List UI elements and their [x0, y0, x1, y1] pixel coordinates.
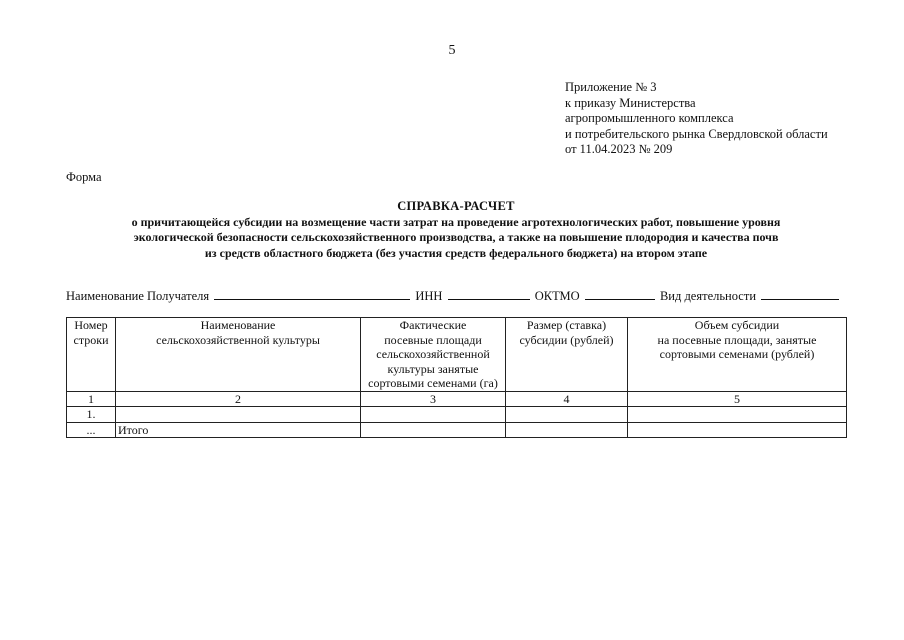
- recipient-name-label: Наименование Получателя: [66, 289, 210, 303]
- total-label: Итого: [116, 422, 361, 438]
- appendix-line: к приказу Министерства: [565, 95, 696, 110]
- header-text: сортовыми семенами (га): [368, 376, 498, 390]
- column-number: 1: [67, 391, 116, 407]
- activity-field[interactable]: [761, 288, 839, 300]
- header-crop-name: [116, 318, 361, 392]
- appendix-line: от 11.04.2023 № 209: [565, 142, 673, 156]
- appendix-line: и потребительского рынка Свердловской области: [565, 126, 828, 141]
- header-text: культуры занятые: [387, 361, 479, 376]
- title-line: экологической безопасности сельскохозяйственного производства, а также на повышение плодородия и качества почв: [133, 230, 779, 244]
- inn-field[interactable]: [448, 288, 530, 300]
- header-subsidy-amount: [628, 318, 847, 392]
- crop-name-cell[interactable]: [116, 407, 361, 423]
- column-number: 2: [116, 391, 361, 407]
- column-number: 5: [628, 391, 847, 407]
- header-text: посевные площади: [384, 332, 482, 347]
- inn-label: ИНН: [415, 289, 443, 303]
- page-number: 5: [448, 43, 456, 58]
- total-rate-cell[interactable]: [506, 422, 628, 438]
- title-line: о причитающейся субсидии на возмещение части затрат на проведение агротехнологических работ, повышение уровня: [131, 214, 781, 229]
- total-row: [67, 422, 847, 438]
- title-heading: СПРАВКА-РАСЧЕТ: [397, 199, 515, 213]
- total-amount-cell[interactable]: [628, 422, 847, 438]
- header-text: строки: [73, 332, 109, 347]
- column-number-row: [67, 391, 847, 407]
- title-line: из средств областного бюджета (без участия средств федерального бюджета) на втором этапе: [204, 245, 708, 260]
- column-number: 3: [361, 391, 506, 407]
- sown-area-cell[interactable]: [361, 407, 506, 423]
- header-sown-area: [361, 318, 506, 392]
- column-number: 4: [506, 391, 628, 407]
- header-text: субсидии (рублей): [519, 332, 614, 347]
- oktmo-field[interactable]: [585, 288, 655, 300]
- calculation-table: [66, 317, 847, 438]
- total-row-number: ...: [67, 422, 116, 438]
- form-label: Форма: [66, 170, 102, 184]
- header-subsidy-rate: [506, 318, 628, 392]
- header-text: сортовыми семенами (рублей): [659, 347, 815, 361]
- header-text: Объем субсидии: [694, 318, 780, 332]
- appendix-line: Приложение № 3: [565, 80, 657, 94]
- total-sown-area-cell[interactable]: [361, 422, 506, 438]
- recipient-line: [66, 288, 841, 304]
- appendix-line: агропромышленного комплекса: [565, 111, 734, 125]
- header-text: Фактические: [399, 318, 467, 332]
- header-text: сельскохозяйственной: [376, 347, 490, 361]
- activity-label: Вид деятельности: [659, 289, 757, 303]
- table-row: [67, 407, 847, 423]
- row-number: 1.: [67, 407, 116, 423]
- table-header-row: [67, 318, 847, 392]
- oktmo-label: ОКТМО: [534, 289, 580, 303]
- header-text: Наименование: [200, 318, 276, 332]
- header-row-number: [67, 318, 116, 392]
- subsidy-rate-cell[interactable]: [506, 407, 628, 423]
- header-text: Размер (ставка): [526, 318, 607, 332]
- header-text: на посевные площади, занятые: [657, 332, 817, 347]
- header-text: Номер: [74, 318, 108, 332]
- header-text: сельскохозяйственной культуры: [156, 332, 320, 347]
- document-title: [66, 199, 846, 261]
- subsidy-amount-cell[interactable]: [628, 407, 847, 423]
- recipient-name-field[interactable]: [214, 288, 410, 300]
- appendix-block: [565, 80, 828, 158]
